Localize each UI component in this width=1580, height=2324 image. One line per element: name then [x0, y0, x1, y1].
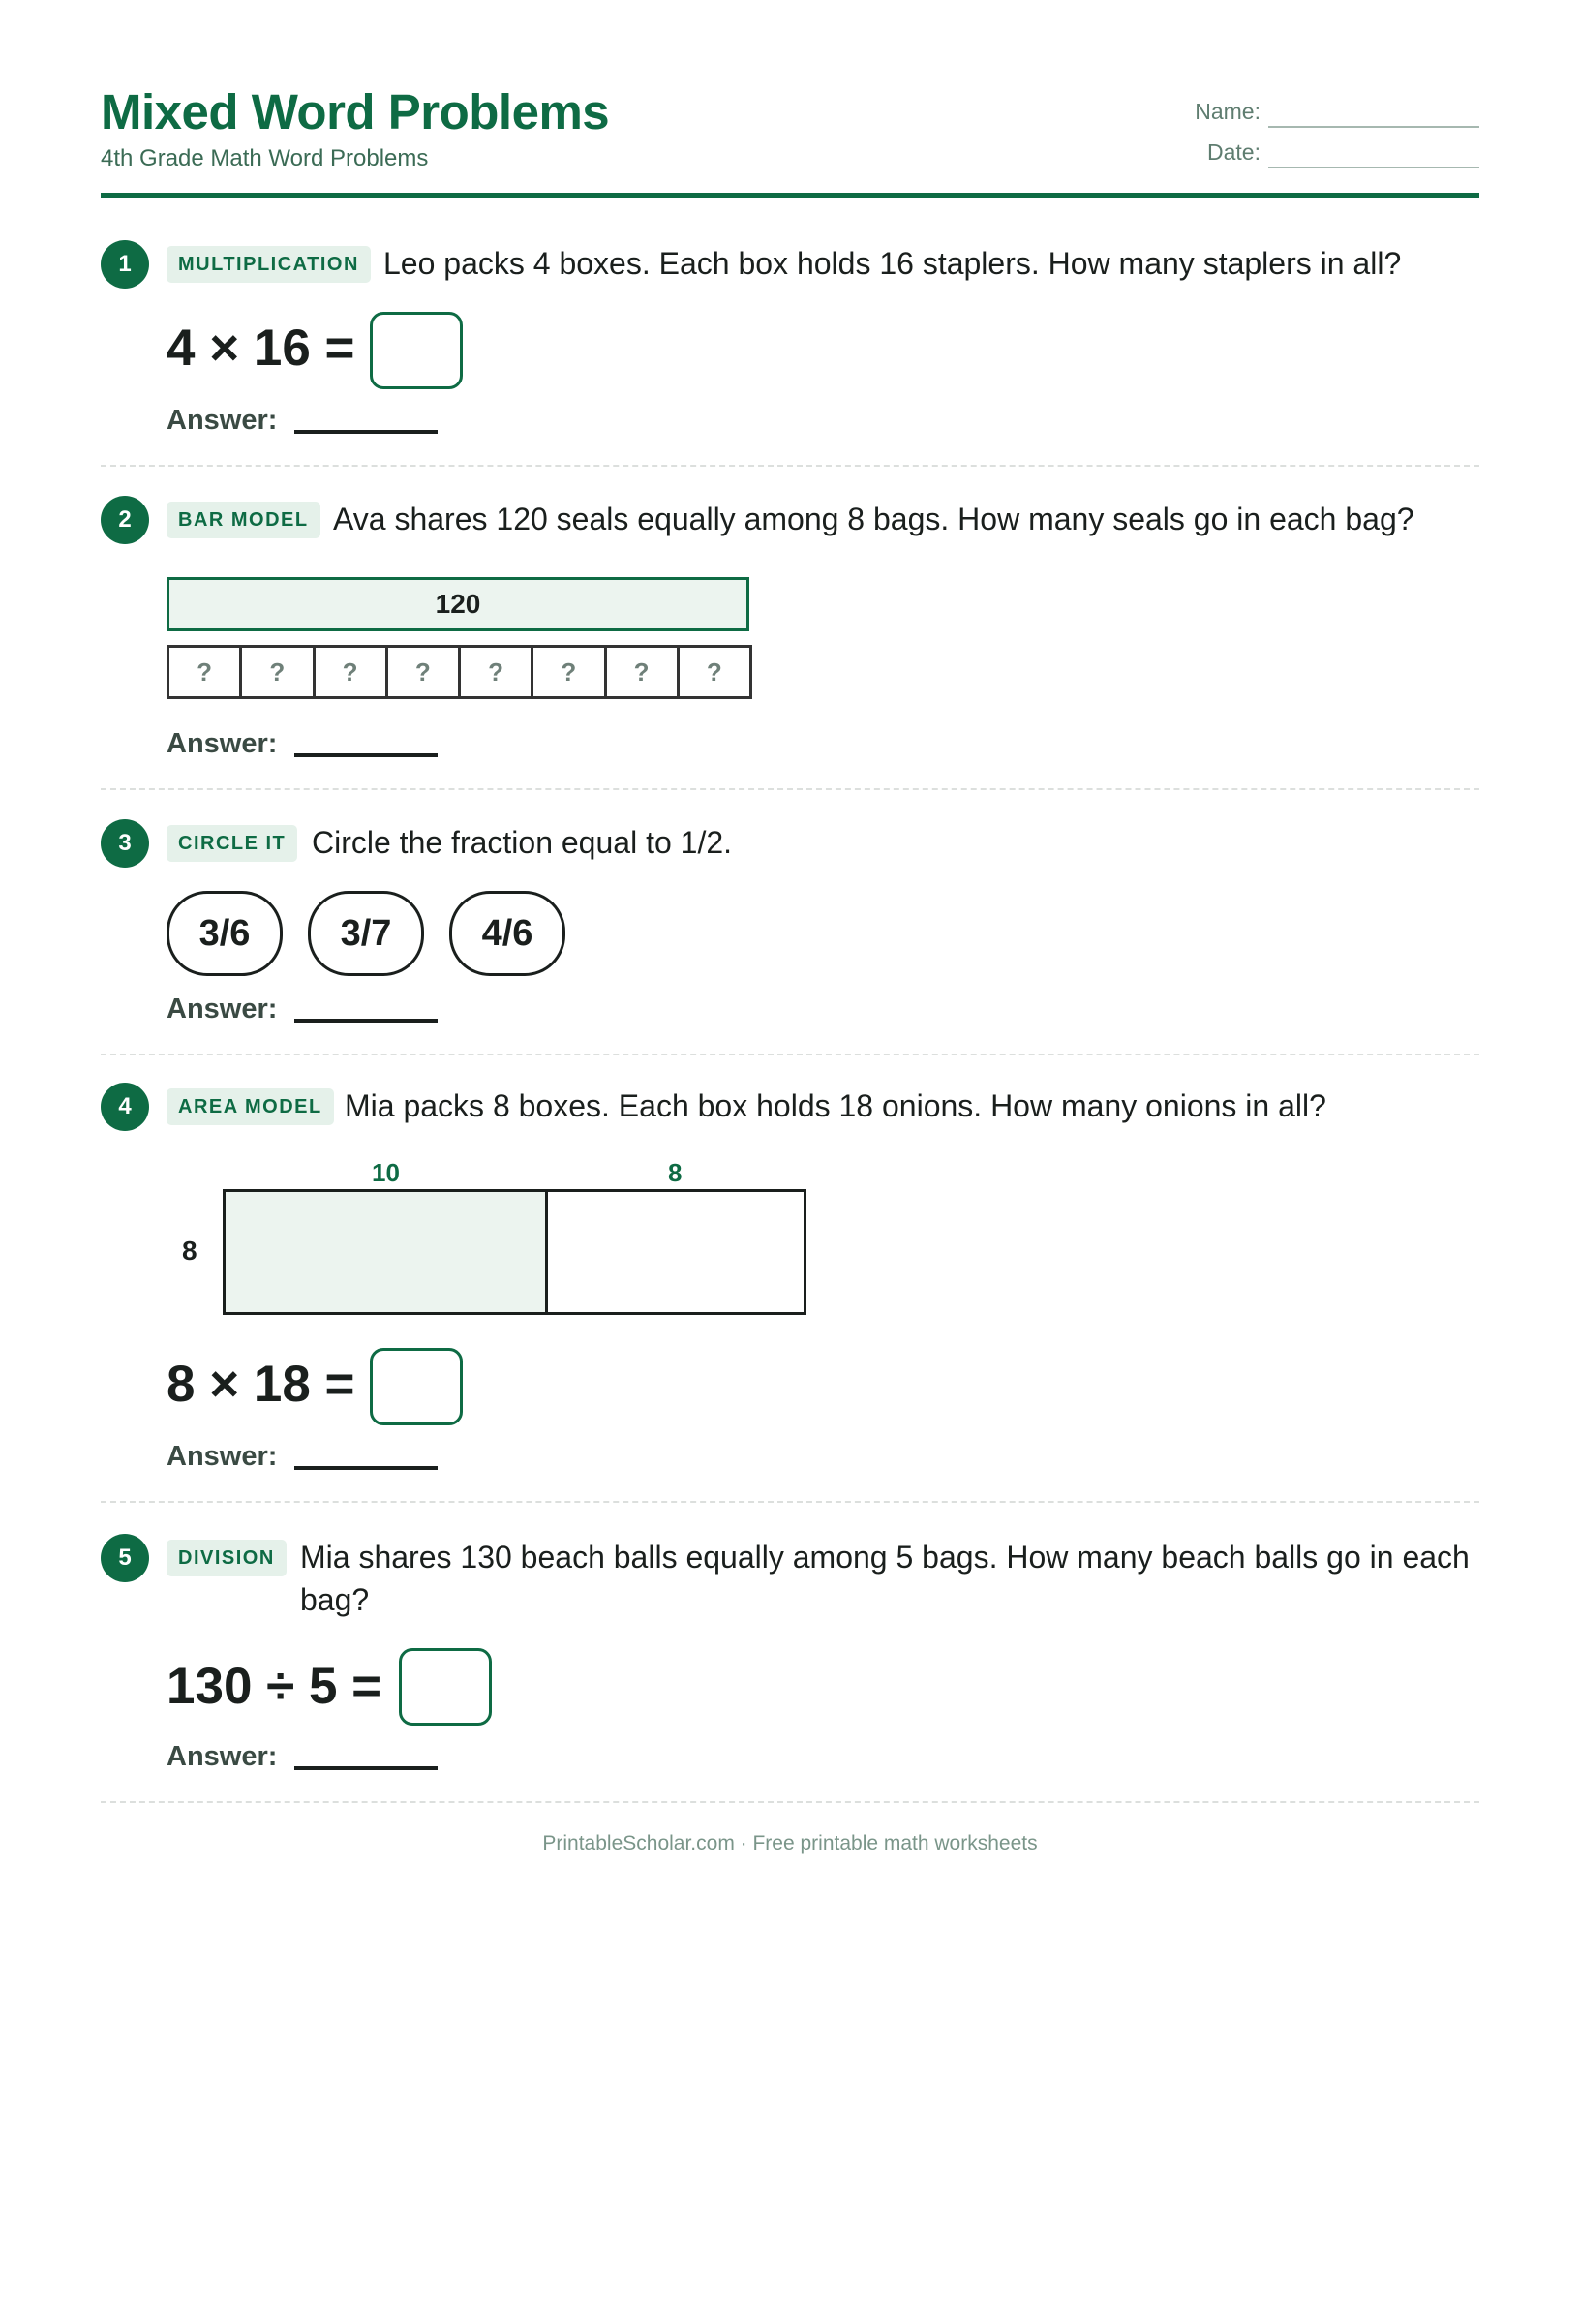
answer-label: Answer: — [167, 728, 278, 759]
date-line[interactable] — [1268, 167, 1479, 168]
bar-model-part: ? — [169, 645, 242, 699]
worksheet-header — [101, 83, 1479, 198]
bar-model-part: ? — [680, 645, 752, 699]
fraction-choice[interactable]: 3/7 — [308, 891, 424, 976]
bar-model-part: ? — [316, 645, 388, 699]
problem-tag: BAR MODEL — [167, 502, 320, 538]
name-label: Name: — [1195, 99, 1261, 124]
area-model-cell-ones — [545, 1189, 806, 1315]
bar-model-part: ? — [461, 645, 533, 699]
date-label: Date: — [1207, 139, 1261, 165]
bar-model-parts — [167, 645, 752, 699]
problem-number-badge: 3 — [101, 819, 149, 868]
problem-question: Circle the fraction equal to 1/2. — [312, 825, 733, 860]
bar-model-part: ? — [607, 645, 680, 699]
answer-line[interactable] — [294, 430, 438, 434]
problem-question: Mia packs 8 boxes. Each box holds 18 onions. How many onions in all? — [345, 1088, 1326, 1123]
answer-label: Answer: — [167, 1441, 278, 1472]
date-field[interactable] — [1189, 139, 1479, 174]
answer-label: Answer: — [167, 1741, 278, 1772]
area-model-top-label: 8 — [668, 1158, 683, 1187]
name-field[interactable] — [1189, 99, 1479, 134]
page-title: Mixed Word Problems — [101, 84, 610, 139]
answer-box[interactable] — [399, 1648, 492, 1726]
problem-question: Ava shares 120 seals equally among 8 bags. How many seals go in each bag? — [333, 502, 1414, 536]
equation: 4 × 16 = — [167, 320, 355, 377]
problem-divider — [101, 788, 1479, 790]
header-rule — [101, 193, 1479, 198]
fraction-choice[interactable]: 3/6 — [167, 891, 283, 976]
bar-model-part: ? — [388, 645, 461, 699]
problem-divider — [101, 1054, 1479, 1055]
answer-line[interactable] — [294, 753, 438, 757]
answer-label: Answer: — [167, 405, 278, 436]
area-model-cell-tens — [223, 1189, 551, 1315]
footer-text: PrintableScholar.com · Free printable math worksheets — [542, 1832, 1038, 1854]
bar-model-part: ? — [533, 645, 606, 699]
problem-number-badge: 2 — [101, 496, 149, 544]
area-model-top-label: 10 — [372, 1158, 400, 1187]
problem-tag: CIRCLE IT — [167, 825, 297, 862]
problem-number-badge: 5 — [101, 1534, 149, 1582]
equation: 8 × 18 = — [167, 1356, 355, 1413]
answer-label: Answer: — [167, 994, 278, 1024]
problem-tag: AREA MODEL — [167, 1088, 334, 1125]
answer-line[interactable] — [294, 1766, 438, 1770]
problem-question: Leo packs 4 boxes. Each box holds 16 staplers. How many staplers in all? — [383, 246, 1402, 281]
problem-tag: MULTIPLICATION — [167, 246, 371, 283]
problem-divider — [101, 1801, 1479, 1803]
bar-model-part: ? — [242, 645, 315, 699]
answer-box[interactable] — [370, 1348, 463, 1425]
answer-line[interactable] — [294, 1466, 438, 1470]
problem-divider — [101, 465, 1479, 467]
equation: 130 ÷ 5 = — [167, 1658, 382, 1715]
answer-box[interactable] — [370, 312, 463, 389]
problem-number-badge: 4 — [101, 1083, 149, 1131]
answer-line[interactable] — [294, 1019, 438, 1023]
problem-question: Mia shares 130 beach balls equally among 5 bags. How many beach balls go in each bag? — [300, 1540, 1470, 1617]
name-line[interactable] — [1268, 126, 1479, 128]
page-subtitle: 4th Grade Math Word Problems — [101, 145, 429, 171]
bar-model-total: 120 — [167, 577, 749, 631]
fraction-choice[interactable]: 4/6 — [449, 891, 565, 976]
area-model-side-label: 8 — [182, 1236, 198, 1266]
problem-number-badge: 1 — [101, 240, 149, 289]
problem-tag: DIVISION — [167, 1540, 287, 1576]
problem-divider — [101, 1501, 1479, 1503]
